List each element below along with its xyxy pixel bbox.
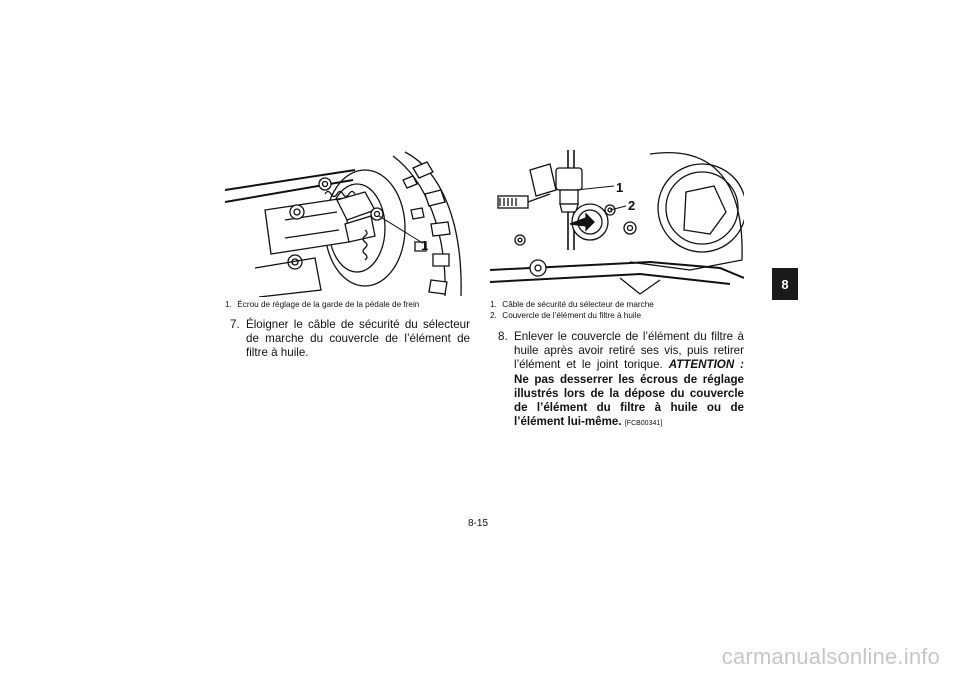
caption-number: 2.	[490, 311, 497, 320]
caption-number: 1.	[225, 300, 232, 309]
reference-code: [FCB00341]	[624, 420, 663, 428]
page-number: 8-15	[468, 518, 489, 529]
caption-line-2	[490, 310, 654, 321]
caption-line-1	[490, 299, 654, 310]
caption-text: Couvercle de l’élément du filtre à huile	[502, 311, 642, 320]
step-text: Éloigner le câble de sécurité du sélecteur de marche du couvercle de l’élément de filtre à huile.	[246, 318, 470, 360]
caption-text: Écrou de réglage de la garde de la pédale de frein	[237, 300, 420, 309]
step-number: 8.	[498, 330, 508, 343]
chapter-tab: 8	[772, 268, 798, 300]
callout-1-left: 1	[421, 238, 429, 253]
step-text-block	[514, 330, 744, 431]
callout-1-right: 1	[616, 180, 624, 195]
figure-caption-right	[490, 299, 654, 321]
watermark: carmanualsonline.info	[721, 644, 940, 669]
attention-warning: Ne pas desserrer les écrous de réglage illustrés lors de la dépose du couvercle de l’élément du filtre à huile ou de l’élément lui-même.	[514, 372, 744, 429]
step-7	[230, 318, 470, 361]
step-text: Enlever le couvercle de l’élément du filtre à huile après avoir retiré ses vis, puis retirer l’élément et le joint torique.	[514, 330, 744, 372]
caption-text: Câble de sécurité du sélecteur de marche	[502, 300, 654, 309]
figure-caption-left	[225, 299, 419, 310]
step-number: 7.	[230, 318, 240, 331]
step-8	[498, 330, 744, 431]
oil-filter-cover-illustration	[490, 150, 744, 298]
brake-adjust-illustration	[225, 150, 465, 297]
callout-2-right: 2	[628, 198, 636, 213]
caption-number: 1.	[490, 300, 497, 309]
attention-label: ATTENTION :	[668, 358, 744, 372]
